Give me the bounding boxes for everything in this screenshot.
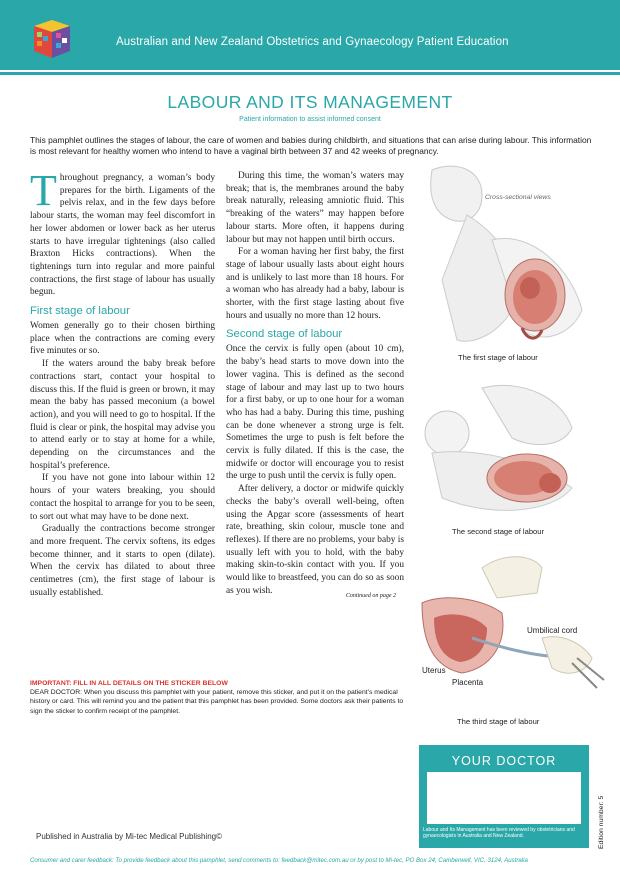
header-title: Australian and New Zealand Obstetrics and Gynaecology Patient Education xyxy=(116,36,509,48)
third-stage-illustration xyxy=(412,548,612,708)
opening-text: hroughout pregnancy, a woman’s body prepares for the birth. Ligaments of the pelvis relax, and in the few days before labour starts, the woman may feel discomfort in her lower abdomen or lower back as her uterus starts to have irregular tightenings (also called Braxton Hicks contractions). When the tightenings turn into regular and more painful contractions, the first stage of labour has usually begun. xyxy=(30,173,215,298)
page-subtitle: Patient information to assist informed consent xyxy=(239,116,381,123)
doctor-details-field[interactable] xyxy=(427,772,581,824)
label-uterus: Uterus xyxy=(422,666,446,675)
publisher-line: Published in Australia by Mi-tec Medical Publishing© xyxy=(36,832,222,841)
page-title: LABOUR AND ITS MANAGEMENT xyxy=(167,92,453,112)
heading-second-stage: Second stage of labour xyxy=(226,328,343,341)
paragraph: If the waters around the baby break before contractions start, contact your hospital to discuss this. If the fluid is green or brown, it may mean the baby has passed meconium (a bowel action), and you will need to go to hospital. If the fluid is clear or pink, the hospital may advise you to attend early or to stay at home for a while, depending on the circumstances and the hospital’s preference. xyxy=(30,359,215,471)
edition-number: Edition number: 5 xyxy=(598,795,605,849)
sticker-instructions xyxy=(30,679,410,716)
opening-paragraph xyxy=(30,166,215,299)
paragraph: Once the cervix is fully open (about 10 cm), the baby’s head starts to move down into the lower vagina. This is defined as the second stage of labour and may last up to two hours for a first baby, or up to one hour for a woman who has had a baby. During this time, pushing can be done whenever a strong urge is felt. Sometimes the urge to push is felt before the cervix is fully dilated. If this is the case, the midwife or doctor will encourage you to resist the urge to push until the cervix is fully open. xyxy=(226,344,404,482)
caption-second-stage: The second stage of labour xyxy=(452,527,545,536)
mi-tec-cube-logo-icon xyxy=(30,18,74,60)
header-divider xyxy=(0,72,620,75)
continued-note: Continued on page 2 xyxy=(345,592,396,599)
drop-cap: T xyxy=(30,166,57,215)
paragraph: After delivery, a doctor or midwife quickly checks the baby’s overall well-being, often using the Apgar score (assessments of heart rate, breathing, skin colour, muscle tone and reflexes). If there are no problems, your baby is usually left with you to hold, with the baby making skin-to-skin contact with you. If you would like to breastfeed, you can do so as soon as you wish. xyxy=(226,484,404,596)
review-note: Labour and Its Management has been reviewed by obstetricians and gynaecologists in Australia and New Zealand. xyxy=(423,827,575,840)
paragraph: Women generally go to their chosen birthing place when the contractions are coming every five minutes or so. xyxy=(30,321,215,357)
cross-sectional-label: Cross-sectional views xyxy=(485,194,551,201)
header-bar xyxy=(0,0,620,70)
first-stage-illustration xyxy=(412,160,612,350)
text-column-2 xyxy=(226,170,404,602)
sticker-body: DEAR DOCTOR: When you discuss this pamphlet with your patient, remove this sticker, and put it on the patient’s medical history or card. This will remind you and the patient that this pamphlet has been provided. Some doctors ask their patients to sign the sticker to confirm receipt of the pamphlet. xyxy=(30,689,404,715)
your-doctor-sticker[interactable] xyxy=(419,745,589,848)
caption-first-stage: The first stage of labour xyxy=(458,353,538,362)
label-placenta: Placenta xyxy=(452,678,484,687)
paragraph: Gradually the contractions become stronger and more frequent. The cervix softens, its edges become thinner, and it starts to open (dilate). When the cervix has dilated to about three centimetres (cm), the first stage of labour is usually established. xyxy=(30,524,215,598)
intro-paragraph: This pamphlet outlines the stages of labour, the care of women and babies during childbirth, and situations that can arise during labour. This information is most relevant for healthy women who intend to have a vaginal birth between 37 and 42 weeks of pregnancy. xyxy=(30,135,592,156)
your-doctor-title: YOUR DOCTOR xyxy=(451,754,557,768)
sticker-warning: IMPORTANT: FILL IN ALL DETAILS ON THE STICKER BELOW xyxy=(30,680,228,687)
paragraph: During this time, the woman’s waters may break; that is, the membranes around the baby break naturally, releasing amniotic fluid. This “breaking of the waters” may happen before labour starts. More often, it happens during labour but may not happen until birth occurs. xyxy=(226,171,404,245)
heading-first-stage: First stage of labour xyxy=(30,305,130,318)
feedback-footer: Consumer and carer feedback: To provide feedback about this pamphlet, send comments to: feedback@mitec.com.au or by post to Mi-tec, PO Box 24, Camberwell, VIC, 3124, Australia xyxy=(30,857,528,864)
caption-third-stage: The third stage of labour xyxy=(457,717,540,726)
second-stage-illustration xyxy=(412,378,612,523)
paragraph: If you have not gone into labour within 12 hours of your waters breaking, you should contact the hospital to arrange for you to be seen, to sort out what may have to be done next. xyxy=(30,473,215,522)
text-column-1 xyxy=(30,166,215,600)
label-umbilical-cord: Umbilical cord xyxy=(527,626,578,635)
paragraph: For a woman having her first baby, the first stage of labour usually lasts about eight hours and is unlikely to last more than 18 hours. For a woman who has already had a baby, labour is shorter, with the first stage lasting about five hours and usually no more than 12 hours. xyxy=(226,247,404,321)
